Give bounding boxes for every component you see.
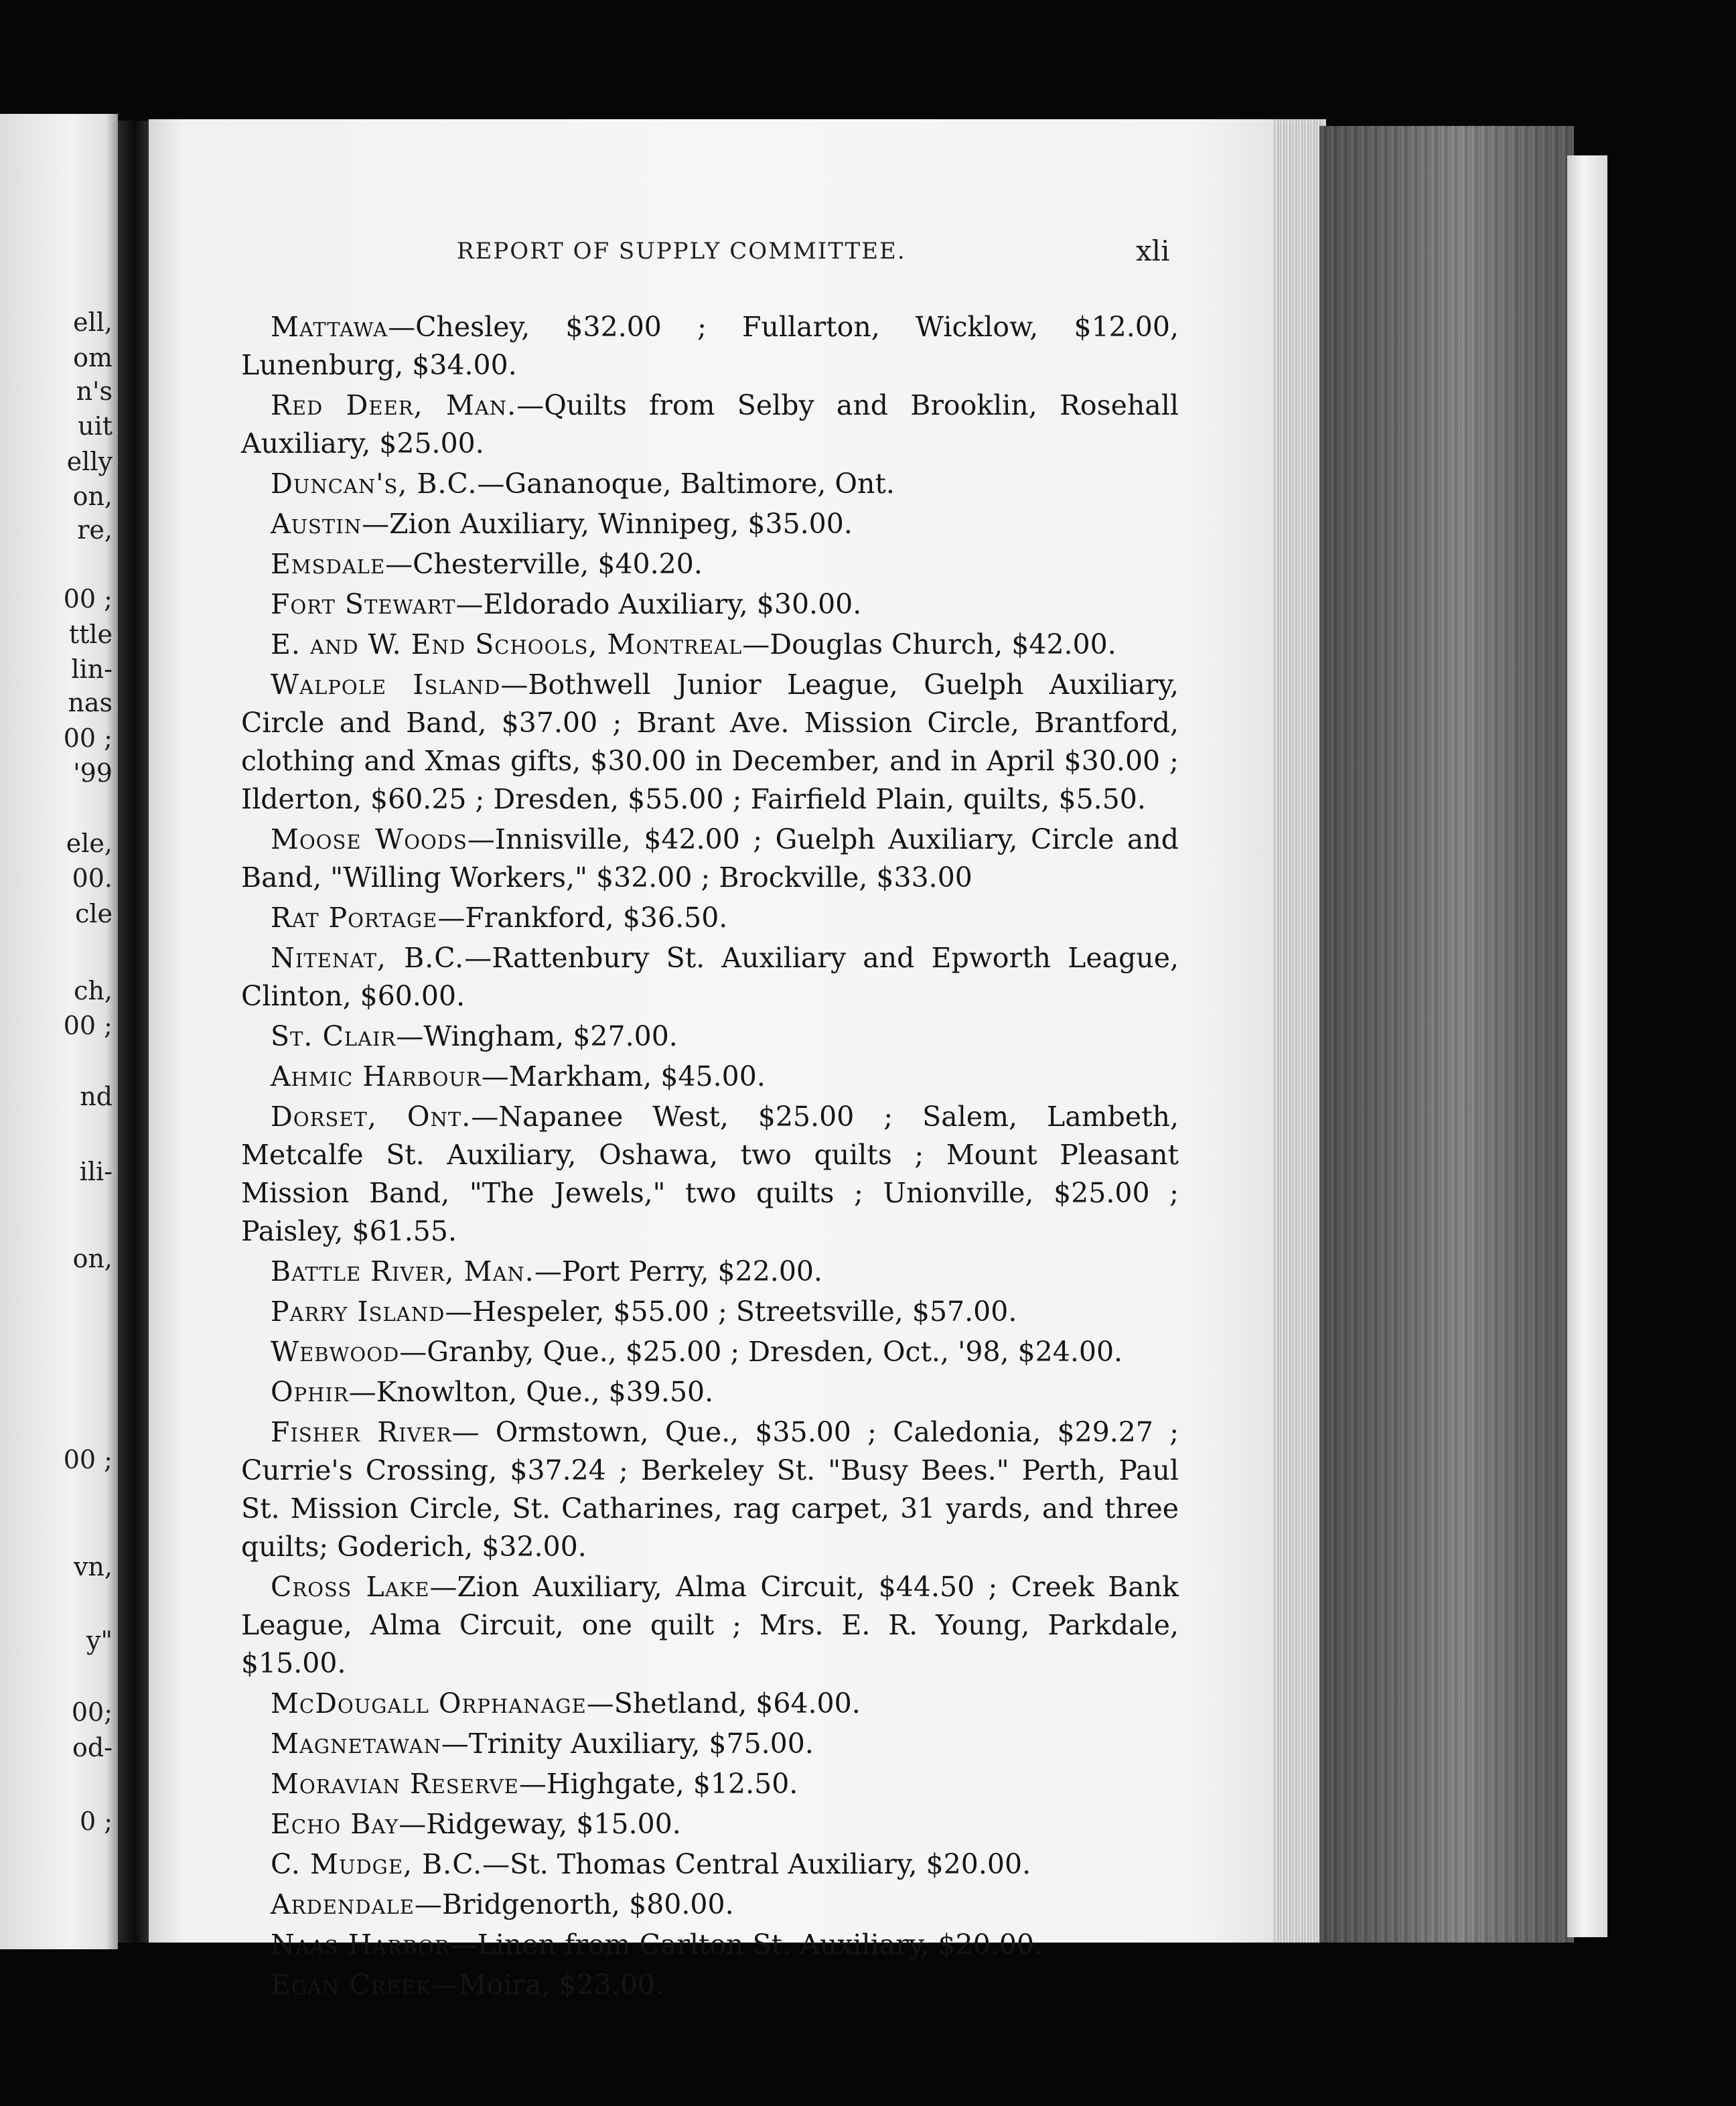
mission-name: Moravian Reserve xyxy=(271,1768,519,1800)
donation-details: —Chesterville, $40.20. xyxy=(385,548,703,580)
donation-details: —Innisville, $42.00 ; Guelph Auxiliary, Circle and Band, "Willing Workers," $32.00 ; Brockville, $33.00 xyxy=(241,823,1179,894)
mission-entry xyxy=(241,387,1179,463)
donation-details: —Eldorado Auxiliary, $30.00. xyxy=(455,588,862,620)
mission-entry xyxy=(241,1765,1179,1803)
donation-details: —Shetland, $64.00. xyxy=(586,1687,861,1719)
left-page-fragment: '99 xyxy=(73,758,113,788)
mission-name: St. Clair xyxy=(271,1020,396,1052)
left-page-fragment: elly xyxy=(66,447,113,476)
mission-entry xyxy=(241,666,1179,819)
donation-details: —Highgate, $12.50. xyxy=(518,1768,798,1800)
mission-entry xyxy=(241,1058,1179,1096)
running-header: REPORT OF SUPPLY COMMITTEE. xyxy=(457,238,906,265)
left-page-fragment: y" xyxy=(86,1626,113,1655)
mission-entry xyxy=(241,1568,1179,1683)
mission-entry xyxy=(241,626,1179,664)
left-page-fragment: nd xyxy=(80,1082,113,1111)
mission-entry xyxy=(241,1805,1179,1843)
left-page-fragment: 00; xyxy=(71,1697,113,1727)
mission-name: Magnetawan xyxy=(271,1728,441,1760)
mission-entry xyxy=(241,1966,1179,2004)
left-page-fragment: 00 ; xyxy=(63,1011,113,1040)
donation-details: —Gananoque, Baltimore, Ont. xyxy=(477,468,895,500)
left-page-fragment: 00 ; xyxy=(63,723,113,753)
left-page-fragment: lin- xyxy=(71,654,113,684)
mission-entry xyxy=(241,899,1179,937)
mission-name: Egan Creek xyxy=(271,1969,431,2001)
mission-name: Naas Harbor xyxy=(271,1928,450,1961)
mission-name: Parry Island xyxy=(271,1295,445,1328)
page-edges xyxy=(1273,119,1326,1943)
donation-details: —Bothwell Junior League, Guelph Auxiliary, Circle and Band, $37.00 ; Brant Ave. Mission Circle, Brantford, clothing and Xmas gifts, $30.00 in December, and in April $30.00 ; Ilderton, $60.25 ; Dresden, $55.00 ; Fairfield Plain, quilts, $5.50. xyxy=(241,669,1179,815)
mission-name: Rat Portage xyxy=(271,902,438,934)
left-page-fragment: n's xyxy=(76,376,113,406)
mission-name: Austin xyxy=(271,508,362,540)
mission-entry xyxy=(241,1017,1179,1056)
mission-entry xyxy=(241,1886,1179,1924)
book-fore-edge xyxy=(1319,126,1574,1943)
donation-details: —Rattenbury St. Auxiliary and Epworth League, Clinton, $60.00. xyxy=(241,942,1179,1012)
left-page-fragment: ttle xyxy=(68,620,113,649)
book-cover-edge xyxy=(1567,155,1607,1937)
left-page-fragment: 00 ; xyxy=(63,1445,113,1474)
mission-entry xyxy=(241,545,1179,583)
mission-name: Battle River, Man. xyxy=(271,1255,534,1287)
donation-details: —Linen from Carlton St. Auxiliary, $20.00. xyxy=(449,1928,1043,1961)
mission-entry xyxy=(241,1845,1179,1884)
left-page-fragment: 0 ; xyxy=(79,1807,113,1836)
left-page-fragment: cle xyxy=(75,899,113,928)
left-facing-page xyxy=(0,114,118,1949)
mission-name: Mattawa xyxy=(271,311,388,343)
page-body xyxy=(241,308,1179,2006)
donation-details: —Frankford, $36.50. xyxy=(437,902,728,934)
left-page-fragment: ili- xyxy=(79,1157,113,1186)
donation-details: —Markham, $45.00. xyxy=(481,1060,766,1093)
left-page-fragment: re, xyxy=(77,515,113,545)
mission-name: Emsdale xyxy=(271,548,386,580)
donation-details: —Chesley, $32.00 ; Fullarton, Wicklow, $12.00, Lunenburg, $34.00. xyxy=(241,311,1179,381)
donation-details: —Trinity Auxiliary, $75.00. xyxy=(441,1728,814,1760)
mission-name: Duncan's, B.C. xyxy=(271,468,478,500)
book-gutter xyxy=(118,121,151,1943)
donation-details: —St. Thomas Central Auxiliary, $20.00. xyxy=(482,1848,1031,1880)
mission-entry xyxy=(241,821,1179,897)
page-number: xli xyxy=(1136,234,1170,267)
mission-name: Fort Stewart xyxy=(271,588,456,620)
left-page-fragment: on, xyxy=(72,482,113,511)
mission-name: Red Deer, Man. xyxy=(271,389,517,421)
mission-name: Nitenat, B.C. xyxy=(271,942,465,974)
left-page-fragment: uit xyxy=(78,411,113,441)
mission-entry xyxy=(241,1725,1179,1763)
donation-details: —Douglas Church, $42.00. xyxy=(742,628,1116,660)
left-page-fragment: od- xyxy=(72,1733,113,1762)
donation-details: —Wingham, $27.00. xyxy=(396,1020,678,1052)
mission-name: McDougall Orphanage xyxy=(271,1687,587,1719)
mission-entry xyxy=(241,505,1179,543)
donation-details: —Granby, Que., $25.00 ; Dresden, Oct., '98, $24.00. xyxy=(399,1336,1123,1368)
mission-name: Dorset, Ont. xyxy=(271,1101,472,1133)
mission-name: Moose Woods xyxy=(271,823,467,855)
donation-details: —Hespeler, $55.00 ; Streetsville, $57.00. xyxy=(445,1295,1017,1328)
mission-name: Ophir xyxy=(271,1376,349,1408)
mission-name: Fisher River xyxy=(271,1416,452,1448)
donation-details: —Zion Auxiliary, Alma Circuit, $44.50 ; Creek Bank League, Alma Circuit, one quilt ; Mrs. E. R. Young, Parkdale, $15.00. xyxy=(241,1571,1179,1679)
left-page-fragment: vn, xyxy=(73,1552,113,1582)
donation-details: —Bridgenorth, $80.00. xyxy=(414,1888,734,1920)
left-page-fragment: 00 ; xyxy=(63,584,113,614)
mission-name: Walpole Island xyxy=(271,669,501,701)
left-page-fragment: nas xyxy=(68,688,113,717)
mission-entry xyxy=(241,1253,1179,1291)
mission-entry xyxy=(241,465,1179,503)
donation-details: —Knowlton, Que., $39.50. xyxy=(348,1376,714,1408)
left-page-fragment: ele, xyxy=(66,829,113,858)
donation-details: —Moira, $23.00. xyxy=(431,1969,664,2001)
mission-entry xyxy=(241,1413,1179,1566)
mission-entry xyxy=(241,585,1179,624)
mission-entry xyxy=(241,939,1179,1015)
mission-name: Cross Lake xyxy=(271,1571,430,1603)
mission-entry xyxy=(241,1373,1179,1411)
donation-details: —Port Perry, $22.00. xyxy=(534,1255,823,1287)
donation-details: —Ridgeway, $15.00. xyxy=(399,1808,681,1840)
left-page-fragment: 00. xyxy=(72,863,113,893)
mission-entry xyxy=(241,1926,1179,1964)
mission-name: E. and W. End Schools, Montreal xyxy=(271,628,743,660)
mission-name: Webwood xyxy=(271,1336,400,1368)
mission-name: Ardendale xyxy=(271,1888,415,1920)
donation-details: —Napanee West, $25.00 ; Salem, Lambeth, Metcalfe St. Auxiliary, Oshawa, two quilts ; Mount Pleasant Mission Band, "The Jewels," two quilts ; Unionville, $25.00 ; Paisley, $61.55. xyxy=(241,1101,1179,1247)
mission-entry xyxy=(241,1685,1179,1723)
mission-entry xyxy=(241,308,1179,384)
donation-details: — Ormstown, Que., $35.00 ; Caledonia, $29.27 ; Currie's Crossing, $37.24 ; Berkeley St. "Busy Bees." Perth, Paul St. Mission Circle, St. Catharines, rag carpet, 31 yards, and three quilts; Goderich, $32.00. xyxy=(241,1416,1179,1563)
donation-details: —Quilts from Selby and Brooklin, Rosehall Auxiliary, $25.00. xyxy=(241,389,1179,460)
left-page-fragment: ch, xyxy=(74,976,113,1005)
donation-details: —Zion Auxiliary, Winnipeg, $35.00. xyxy=(362,508,853,540)
mission-entry xyxy=(241,1098,1179,1251)
mission-name: C. Mudge, B.C. xyxy=(271,1848,483,1880)
mission-name: Ahmic Harbour xyxy=(271,1060,482,1093)
left-page-fragment: om xyxy=(73,343,113,372)
left-page-fragment: on, xyxy=(72,1244,113,1273)
mission-name: Echo Bay xyxy=(271,1808,399,1840)
mission-entry xyxy=(241,1293,1179,1331)
left-page-fragment: ell, xyxy=(73,307,113,337)
mission-entry xyxy=(241,1333,1179,1371)
